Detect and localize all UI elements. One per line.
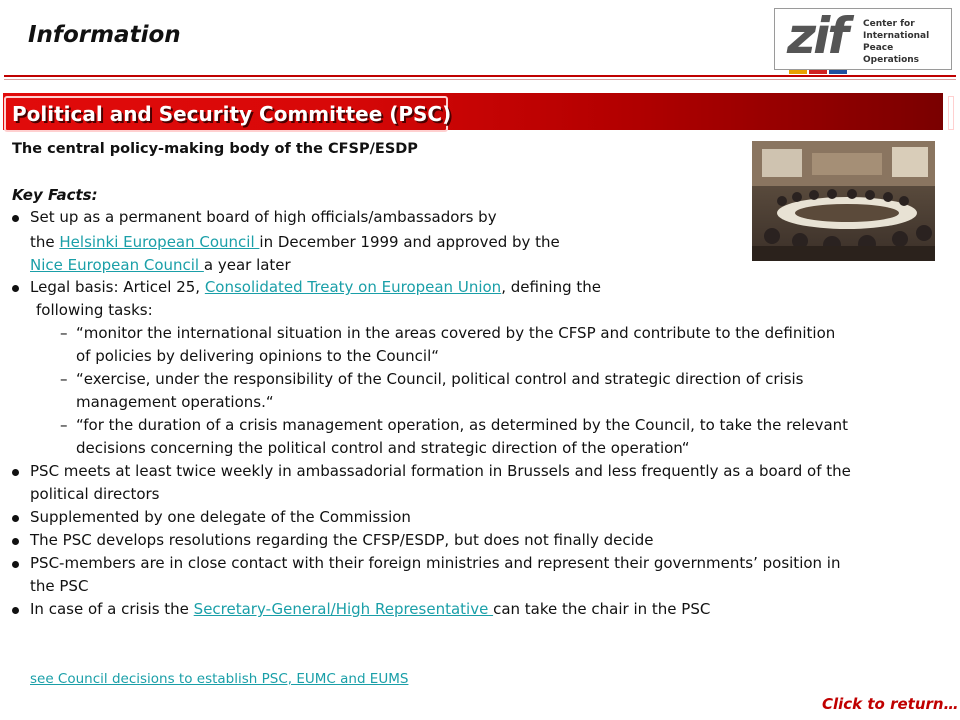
bullet-6-line-1: PSC-members are in close contact with their foreign ministries and represent their governments’ position in: [30, 554, 841, 572]
nice-council-link[interactable]: Nice European Council: [30, 256, 204, 274]
bullet-6-dot: [12, 561, 19, 568]
logo-line-2: International: [863, 31, 930, 41]
task-1-dash: –: [60, 324, 68, 342]
logo-mark: zif: [787, 7, 846, 65]
subtitle: The central policy-making body of the CFSP/ESDP: [12, 141, 418, 157]
bullet-5-line: The PSC develops resolutions regarding the CFSP/ESDP, but does not finally decide: [30, 531, 654, 549]
logo-text: [863, 18, 951, 66]
task-1-line-1: “monitor the international situation in the areas covered by the CFSP and contribute to the definition: [76, 324, 836, 342]
header-divider-shadow: [4, 79, 956, 80]
bullet-6-line-2: the PSC: [30, 577, 89, 595]
banner-title: Political and Security Committee (PSC): [12, 102, 452, 126]
logo-line-3: Peace Operations: [863, 43, 920, 65]
bullet-2-line-1: [30, 278, 601, 296]
bullet-4-dot: [12, 515, 19, 522]
task-2-line-2: management operations.“: [76, 393, 274, 411]
bullet-1-dot: [12, 215, 19, 222]
task-3-dash: –: [60, 416, 68, 434]
helsinki-council-link[interactable]: Helsinki European Council: [59, 233, 260, 251]
meeting-photo-drawing: [752, 141, 935, 261]
bullet-7-text-a: In case of a crisis the: [30, 600, 194, 618]
key-facts-heading: Key Facts:: [12, 186, 98, 204]
click-to-return-button[interactable]: Click to return…: [822, 695, 959, 713]
bullet-1-line-3: [30, 256, 291, 274]
bullet-2-text-b: , defining the: [501, 278, 602, 296]
consolidated-treaty-link[interactable]: Consolidated Treaty on European Union: [204, 278, 502, 296]
task-2-dash: –: [60, 370, 68, 388]
task-3-line-2: decisions concerning the political control and strategic direction of the operation“: [76, 439, 690, 457]
task-3-line-1: “for the duration of a crisis management operation, as determined by the Council, to take the relevant: [76, 416, 849, 434]
secretary-general-link[interactable]: Secretary-General/High Representative: [193, 600, 494, 618]
bullet-7-text-b: can take the chair in the PSC: [493, 600, 711, 618]
bullet-5-dot: [12, 538, 19, 545]
bullet-7-line: [30, 600, 710, 618]
page-title: Information: [28, 22, 181, 48]
task-2-line-1: “exercise, under the responsibility of the Council, political control and strategic direction of crisis: [76, 370, 804, 388]
banner-frame-end: [948, 96, 954, 130]
bullet-3-line-1: PSC meets at least twice weekly in ambassadorial formation in Brussels and less frequently as a board of the: [30, 462, 851, 480]
bullet-3-line-2: political directors: [30, 485, 160, 503]
bullet-2-dot: [12, 285, 19, 292]
bullet-1-text-a: the: [30, 233, 60, 251]
task-1-line-2: of policies by delivering opinions to the Council“: [76, 347, 440, 365]
bullet-3-dot: [12, 469, 19, 476]
bullet-1-line-2: [30, 233, 560, 251]
bullet-2-text-a: Legal basis: Articel 25,: [30, 278, 205, 296]
bullet-1-line-1: Set up as a permanent board of high officials/ambassadors by: [30, 208, 497, 226]
bullet-4-line: Supplemented by one delegate of the Commission: [30, 508, 411, 526]
council-decisions-link[interactable]: see Council decisions to establish PSC, EUMC and EUMS: [30, 671, 409, 687]
header-divider: [4, 75, 956, 77]
bullet-2-line-2: following tasks:: [36, 301, 153, 319]
logo-line-1: Center for: [863, 19, 915, 29]
bullet-1-text-c: a year later: [203, 256, 291, 274]
meeting-photo: [752, 141, 935, 261]
logo-color-bars: [789, 59, 849, 65]
zif-logo: [774, 8, 952, 70]
bullet-7-dot: [12, 607, 19, 614]
bullet-1-text-b: in December 1999 and approved by the: [259, 233, 560, 251]
